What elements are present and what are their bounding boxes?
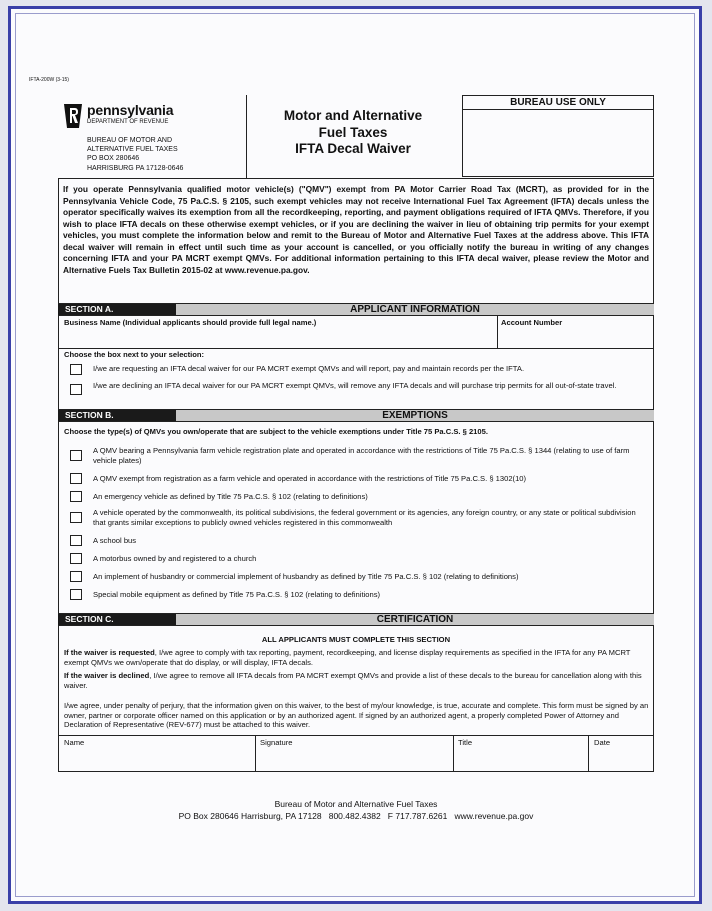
section-c-title: CERTIFICATION [376, 614, 454, 625]
exemption-text: Special mobile equipment as defined by Title 75 Pa.C.S. § 102 (relating to definitions) [93, 590, 381, 599]
waiver-decline-checkbox[interactable] [70, 384, 82, 395]
name-field[interactable] [60, 748, 254, 770]
exemption-checkbox[interactable] [70, 491, 82, 502]
waiver-request-checkbox[interactable] [70, 364, 82, 375]
exemption-text: An implement of husbandry or commercial implement of husbandry as defined by Title 75 Pa.C.S. § 102 (relating to definitions) [93, 572, 519, 581]
section-a-header [58, 303, 654, 316]
exemption-text: A QMV bearing a Pennsylvania farm vehicle registration plate and operated in accordance with the restrictions of Title 75 Pa.C.S. § 1344 (relating to use of farm vehicle plates) [93, 446, 630, 465]
date-label: Date [594, 738, 611, 747]
exemption-instruction: Choose the type(s) of QMVs you own/operate that are subject to the vehicle exemptions under Title 75 Pa.C.S. § 2105. [64, 427, 488, 436]
exemption-text: An emergency vehicle as defined by Title 75 Pa.C.S. § 102 (relating to definitions) [93, 492, 368, 501]
form-title: Motor and Alternative Fuel Taxes IFTA Decal Waiver [283, 108, 423, 156]
waiver-requested-statement: If the waiver is requested, I/we agree to comply with tax reporting, payment, recordkeeping, and license display requirements as specified in the IFTA for any PA MCRT exempt QMVs we own/operate that do display, or will display, IFTA decals. [64, 648, 631, 667]
agency-address: BUREAU OF MOTOR AND ALTERNATIVE FUEL TAXES PO BOX 280646 HARRISBURG PA 17128-0646 [87, 137, 184, 172]
business-name-label: Business Name (Individual applicants should provide full legal name.) [64, 318, 317, 327]
exemption-checkbox[interactable] [70, 473, 82, 484]
signature-label: Signature [260, 738, 293, 747]
signature-field[interactable] [257, 748, 452, 770]
exemption-text: A school bus [93, 536, 137, 545]
account-number-label: Account Number [501, 318, 563, 327]
intro-text: If you operate Pennsylvania qualified motor vehicle(s) ("QMV") exempt from PA Motor Carrier Road Tax (MCRT), as provided for in the Pennsylvania Vehicle Code, 75 Pa.C.S. § 2105, such exempt vehicles may not receive International Fuel Tax Agreement (IFTA) decals unless the operator specifically waives its exemption from all the recordkeeping, reporting, and payment obligations required of IFTA QMVs. Therefore, if you wish to place IFTA decals on these otherwise exempt vehicles, or if you are declining the waiver in lieu of obtaining trip permits for your exempt vehicles, you must complete the information below and remit to the Bureau of Motor and Alternative Fuel Taxes at the address above. This IFTA decal waiver will remain in effect until such time as your account is cancelled, or you officially notify the bureau in writing of any changes concerning IFTA and your PA MCRT exempt QMVs. For additional information pertaining to this IFTA decal waiver, please review the Motor and Alternative Fuels Tax Bulletin 2015-02 at www.revenue.pa.gov. [63, 184, 649, 275]
section-b-tag: SECTION B. [58, 410, 176, 421]
footer [58, 798, 654, 822]
bureau-use-box [462, 95, 654, 177]
exemption-checkbox[interactable] [70, 512, 82, 523]
agency-state: pennsylvania [87, 102, 174, 118]
all-applicants-notice: ALL APPLICANTS MUST COMPLETE THIS SECTION [261, 635, 451, 644]
waiver-declined-statement: If the waiver is declined, I/we agree to remove all IFTA decals from PA MCRT exempt QMVs and provide a list of these decals to the bureau for cancellation along with this waiver. [64, 671, 642, 690]
section-b-header [58, 409, 654, 422]
agency-logo [25, 85, 205, 180]
waiver-decline-text: I/we are declining an IFTA decal waiver for our PA MCRT exempt QMVs, will remove any IFTA decals and will purchase trip permits for all out-of-state travel. [93, 381, 617, 390]
exemption-checkbox[interactable] [70, 589, 82, 600]
agency-department: DEPARTMENT OF REVENUE [87, 119, 169, 125]
section-a-tag: SECTION A. [58, 304, 176, 315]
title-field[interactable] [455, 748, 587, 770]
keystone-logo-icon [62, 103, 84, 129]
exemption-text: A QMV exempt from registration as a farm vehicle and operated in accordance with the restrictions of Title 75 Pa.C.S. § 1302(10) [93, 474, 527, 483]
business-name-field[interactable] [60, 328, 496, 347]
choose-selection-label: Choose the box next to your selection: [64, 350, 205, 359]
form-code: IFTA-200W (3-15) [29, 77, 69, 83]
waiver-request-text: I/we are requesting an IFTA decal waiver for our PA MCRT exempt QMVs and will report, pay and maintain records per the IFTA. [93, 364, 525, 373]
name-label: Name [64, 738, 85, 747]
perjury-statement: I/we agree, under penalty of perjury, that the information given on this waiver, to the best of my/our knowledge, is true, accurate and complete. This form must be signed by an owner, partner or corporate officer named on this application or by an authorized agent. If signed by an authorized agent, a properly completed Power of Attorney and Declaration of Representative (REV-677) must be attached to this waiver. [64, 701, 649, 729]
field-divider [497, 316, 498, 348]
exemption-checkbox[interactable] [70, 553, 82, 564]
account-number-field[interactable] [499, 328, 652, 347]
section-b-title: EXEMPTIONS [382, 410, 448, 421]
bureau-use-label: BUREAU USE ONLY [463, 96, 653, 110]
exemption-text: A vehicle operated by the commonwealth, its political subdivisions, the federal government or its agencies, any foreign country, or any state or political subdivision that grants similar exceptions to publicly owned vehicles registered in this commonwealth [93, 508, 636, 527]
section-c-header [58, 613, 654, 626]
title-label: Title [458, 738, 473, 747]
exemption-text: A motorbus owned by and registered to a church [93, 554, 257, 563]
section-a-title: APPLICANT INFORMATION [350, 304, 480, 315]
date-field[interactable] [590, 748, 652, 770]
footer-contact: PO Box 280646 Harrisburg, PA 17128 800.482.4382 F 717.787.6261 www.revenue.pa.gov [178, 811, 534, 821]
exemption-checkbox[interactable] [70, 571, 82, 582]
header-divider [246, 95, 247, 178]
section-c-tag: SECTION C. [58, 614, 176, 625]
exemption-checkbox[interactable] [70, 535, 82, 546]
exemption-checkbox[interactable] [70, 450, 82, 461]
footer-bureau: Bureau of Motor and Alternative Fuel Taxes [274, 799, 438, 809]
